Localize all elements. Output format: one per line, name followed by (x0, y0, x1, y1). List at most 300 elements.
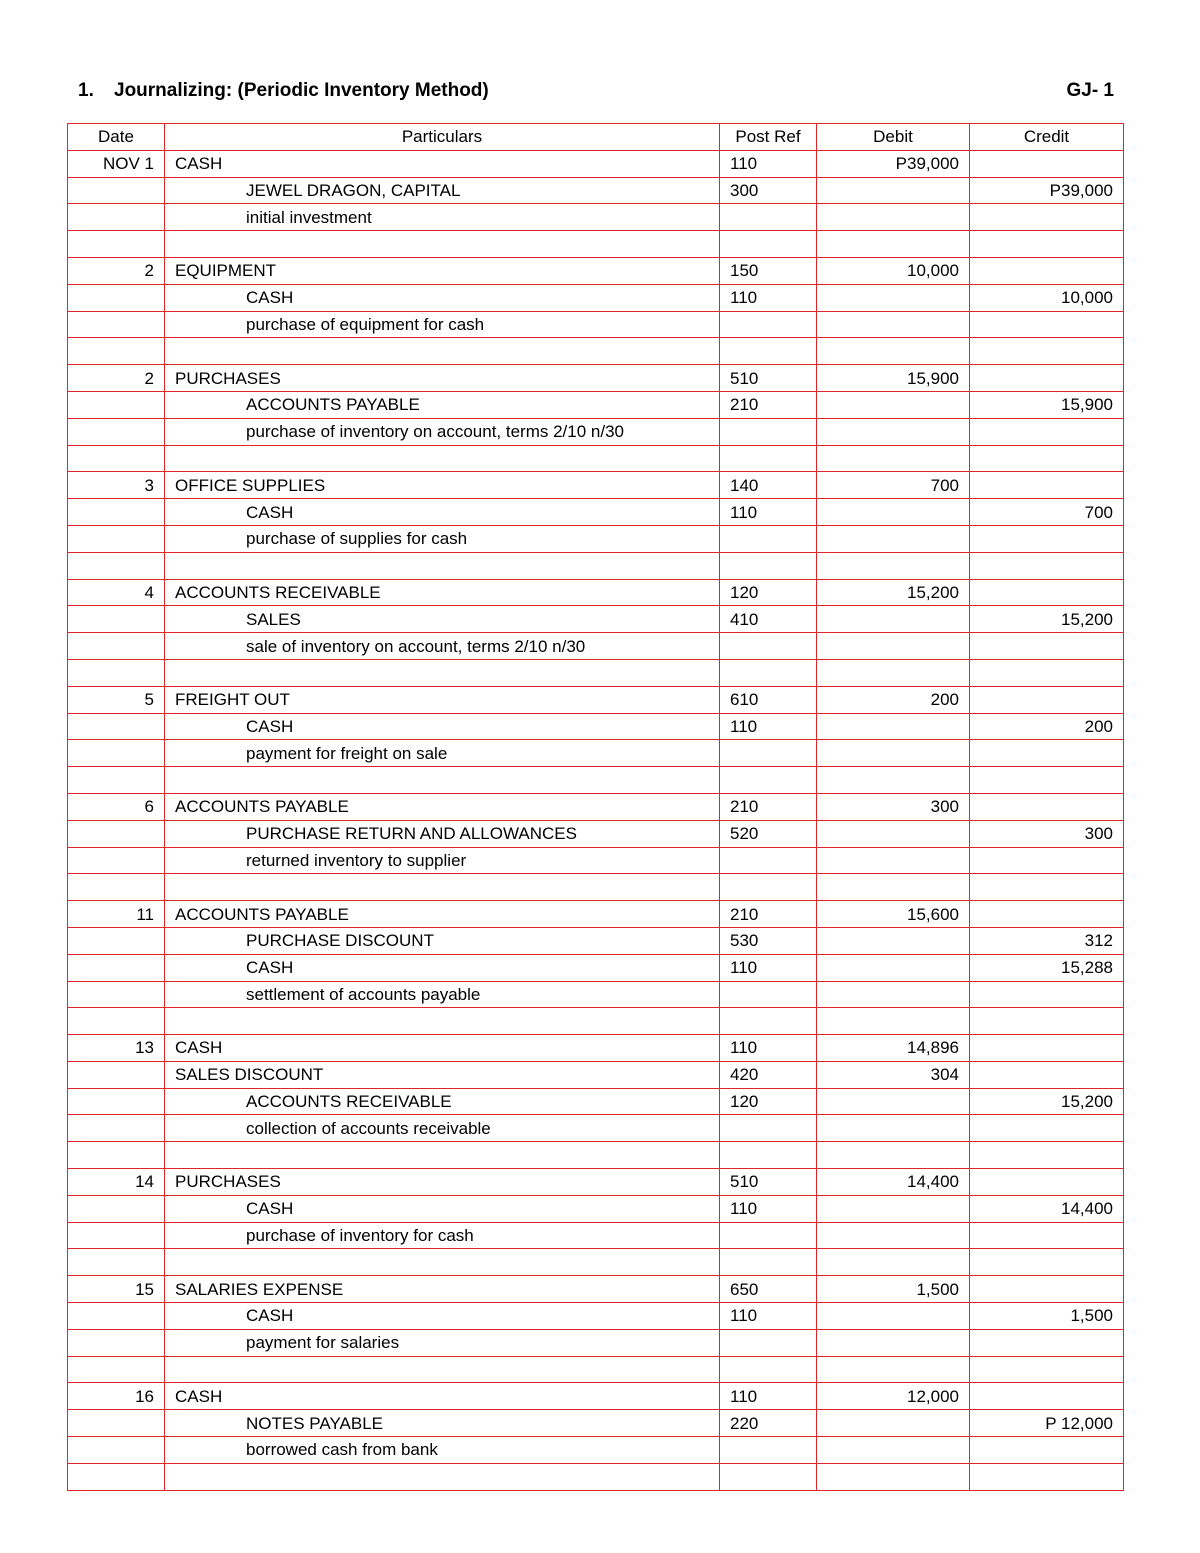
post-ref-cell: 510 (720, 365, 817, 392)
debit-cell: 15,900 (817, 365, 970, 392)
credit-cell (970, 418, 1124, 445)
table-row (68, 1115, 1124, 1142)
credit-cell (970, 1463, 1124, 1490)
post-ref-cell (720, 338, 817, 365)
particulars-cell (165, 659, 720, 686)
debit-cell (817, 1410, 970, 1437)
date-cell (68, 927, 165, 954)
debit-cell (817, 927, 970, 954)
particulars-cell (165, 1356, 720, 1383)
debit-cell (817, 284, 970, 311)
post-ref-cell (720, 552, 817, 579)
post-ref-cell (720, 847, 817, 874)
particulars-cell: CASH (165, 1035, 720, 1062)
table-row (68, 1463, 1124, 1490)
debit-cell (817, 1088, 970, 1115)
date-cell: 14 (68, 1169, 165, 1196)
date-cell (68, 311, 165, 338)
credit-cell: 700 (970, 499, 1124, 526)
post-ref-cell (720, 1142, 817, 1169)
credit-cell (970, 338, 1124, 365)
particulars-cell: PURCHASE RETURN AND ALLOWANCES (165, 820, 720, 847)
particulars-cell: OFFICE SUPPLIES (165, 472, 720, 499)
column-header-particulars: Particulars (165, 124, 720, 151)
table-row (68, 1383, 1124, 1410)
page-reference: GJ- 1 (1066, 80, 1114, 101)
table-row (68, 1249, 1124, 1276)
debit-cell (817, 204, 970, 231)
particulars-cell: CASH (165, 1383, 720, 1410)
post-ref-cell (720, 633, 817, 660)
debit-cell (817, 552, 970, 579)
debit-cell (817, 391, 970, 418)
credit-cell (970, 1222, 1124, 1249)
credit-cell (970, 1329, 1124, 1356)
credit-cell (970, 901, 1124, 928)
table-row (68, 472, 1124, 499)
particulars-cell (165, 1249, 720, 1276)
table-row (68, 418, 1124, 445)
date-cell (68, 1195, 165, 1222)
post-ref-cell: 300 (720, 177, 817, 204)
date-cell (68, 1329, 165, 1356)
date-cell (68, 713, 165, 740)
table-row (68, 391, 1124, 418)
credit-cell (970, 150, 1124, 177)
date-cell (68, 981, 165, 1008)
credit-cell (970, 659, 1124, 686)
credit-cell (970, 1249, 1124, 1276)
table-row (68, 257, 1124, 284)
post-ref-cell (720, 418, 817, 445)
particulars-cell: CASH (165, 1195, 720, 1222)
post-ref-cell: 140 (720, 472, 817, 499)
post-ref-cell (720, 740, 817, 767)
table-row (68, 525, 1124, 552)
date-cell: 15 (68, 1276, 165, 1303)
credit-cell: 300 (970, 820, 1124, 847)
date-cell (68, 874, 165, 901)
table-row (68, 204, 1124, 231)
date-cell (68, 177, 165, 204)
date-cell: 6 (68, 793, 165, 820)
credit-cell: 15,200 (970, 606, 1124, 633)
date-cell: NOV 1 (68, 150, 165, 177)
particulars-cell: collection of accounts receivable (165, 1115, 720, 1142)
particulars-cell (165, 1142, 720, 1169)
table-row (68, 1222, 1124, 1249)
journal-rows (68, 150, 1124, 1490)
credit-cell (970, 311, 1124, 338)
post-ref-cell: 210 (720, 901, 817, 928)
general-journal-table (67, 123, 1124, 1491)
particulars-cell: SALES DISCOUNT (165, 1061, 720, 1088)
credit-cell: 312 (970, 927, 1124, 954)
table-row (68, 793, 1124, 820)
date-cell (68, 552, 165, 579)
date-cell (68, 659, 165, 686)
post-ref-cell: 420 (720, 1061, 817, 1088)
table-row (68, 954, 1124, 981)
particulars-cell: ACCOUNTS RECEIVABLE (165, 579, 720, 606)
date-cell (68, 1463, 165, 1490)
column-header-post-ref: Post Ref (720, 124, 817, 151)
table-row (68, 1035, 1124, 1062)
table-row (68, 659, 1124, 686)
table-row (68, 579, 1124, 606)
particulars-cell: CASH (165, 499, 720, 526)
post-ref-cell: 110 (720, 1383, 817, 1410)
particulars-cell: payment for freight on sale (165, 740, 720, 767)
credit-cell (970, 633, 1124, 660)
credit-cell (970, 579, 1124, 606)
debit-cell (817, 847, 970, 874)
post-ref-cell (720, 981, 817, 1008)
table-row (68, 767, 1124, 794)
table-row (68, 686, 1124, 713)
particulars-cell: PURCHASES (165, 1169, 720, 1196)
particulars-cell: purchase of supplies for cash (165, 525, 720, 552)
debit-cell (817, 874, 970, 901)
particulars-cell: SALES (165, 606, 720, 633)
particulars-cell (165, 445, 720, 472)
post-ref-cell: 210 (720, 391, 817, 418)
post-ref-cell: 110 (720, 284, 817, 311)
debit-cell: P39,000 (817, 150, 970, 177)
date-cell (68, 1142, 165, 1169)
table-row (68, 1169, 1124, 1196)
post-ref-cell: 110 (720, 1303, 817, 1330)
table-header-row (68, 124, 1124, 151)
debit-cell (817, 1222, 970, 1249)
debit-cell (817, 740, 970, 767)
date-cell (68, 954, 165, 981)
debit-cell: 12,000 (817, 1383, 970, 1410)
date-cell (68, 284, 165, 311)
post-ref-cell: 110 (720, 954, 817, 981)
post-ref-cell: 150 (720, 257, 817, 284)
debit-cell (817, 1249, 970, 1276)
post-ref-cell: 110 (720, 1035, 817, 1062)
debit-cell: 14,896 (817, 1035, 970, 1062)
debit-cell: 200 (817, 686, 970, 713)
date-cell (68, 1249, 165, 1276)
post-ref-cell: 110 (720, 1195, 817, 1222)
debit-cell (817, 1437, 970, 1464)
debit-cell (817, 177, 970, 204)
date-cell (68, 820, 165, 847)
post-ref-cell (720, 874, 817, 901)
post-ref-cell: 610 (720, 686, 817, 713)
table-row (68, 1410, 1124, 1437)
debit-cell (817, 525, 970, 552)
particulars-cell: payment for salaries (165, 1329, 720, 1356)
particulars-cell (165, 552, 720, 579)
credit-cell (970, 257, 1124, 284)
debit-cell (817, 1356, 970, 1383)
post-ref-cell (720, 525, 817, 552)
date-cell (68, 1061, 165, 1088)
credit-cell (970, 981, 1124, 1008)
post-ref-cell: 650 (720, 1276, 817, 1303)
post-ref-cell (720, 1008, 817, 1035)
table-row (68, 231, 1124, 258)
table-row (68, 927, 1124, 954)
post-ref-cell (720, 445, 817, 472)
particulars-cell: ACCOUNTS PAYABLE (165, 793, 720, 820)
credit-cell (970, 1142, 1124, 1169)
date-cell (68, 847, 165, 874)
debit-cell: 15,600 (817, 901, 970, 928)
table-row (68, 820, 1124, 847)
credit-cell (970, 847, 1124, 874)
particulars-cell: JEWEL DRAGON, CAPITAL (165, 177, 720, 204)
debit-cell: 304 (817, 1061, 970, 1088)
table-row (68, 901, 1124, 928)
date-cell (68, 633, 165, 660)
date-cell (68, 1222, 165, 1249)
particulars-cell: PURCHASES (165, 365, 720, 392)
debit-cell: 1,500 (817, 1276, 970, 1303)
credit-cell (970, 1061, 1124, 1088)
date-cell: 4 (68, 579, 165, 606)
table-row (68, 1437, 1124, 1464)
particulars-cell: ACCOUNTS RECEIVABLE (165, 1088, 720, 1115)
particulars-cell: CASH (165, 1303, 720, 1330)
post-ref-cell: 120 (720, 1088, 817, 1115)
post-ref-cell: 110 (720, 713, 817, 740)
particulars-cell: CASH (165, 713, 720, 740)
debit-cell: 14,400 (817, 1169, 970, 1196)
page-title: Journalizing: (Periodic Inventory Method) (114, 80, 489, 101)
particulars-cell: borrowed cash from bank (165, 1437, 720, 1464)
credit-cell: 15,200 (970, 1088, 1124, 1115)
date-cell (68, 231, 165, 258)
debit-cell (817, 1115, 970, 1142)
table-row (68, 499, 1124, 526)
credit-cell (970, 204, 1124, 231)
debit-cell: 15,200 (817, 579, 970, 606)
table-row (68, 713, 1124, 740)
credit-cell: 15,288 (970, 954, 1124, 981)
debit-cell (817, 1142, 970, 1169)
debit-cell: 300 (817, 793, 970, 820)
credit-cell (970, 231, 1124, 258)
table-row (68, 847, 1124, 874)
table-row (68, 1276, 1124, 1303)
column-header-debit: Debit (817, 124, 970, 151)
post-ref-cell: 530 (720, 927, 817, 954)
date-cell (68, 391, 165, 418)
table-row (68, 177, 1124, 204)
table-row (68, 1356, 1124, 1383)
post-ref-cell: 120 (720, 579, 817, 606)
particulars-cell: initial investment (165, 204, 720, 231)
credit-cell (970, 525, 1124, 552)
debit-cell (817, 231, 970, 258)
post-ref-cell: 220 (720, 1410, 817, 1437)
credit-cell (970, 445, 1124, 472)
table-row (68, 338, 1124, 365)
table-row (68, 981, 1124, 1008)
date-cell (68, 1410, 165, 1437)
particulars-cell: FREIGHT OUT (165, 686, 720, 713)
table-row (68, 740, 1124, 767)
credit-cell (970, 1115, 1124, 1142)
credit-cell (970, 1437, 1124, 1464)
debit-cell (817, 633, 970, 660)
credit-cell (970, 552, 1124, 579)
debit-cell: 700 (817, 472, 970, 499)
credit-cell (970, 1276, 1124, 1303)
credit-cell (970, 793, 1124, 820)
post-ref-cell (720, 1222, 817, 1249)
credit-cell (970, 740, 1124, 767)
credit-cell: 1,500 (970, 1303, 1124, 1330)
post-ref-cell (720, 1463, 817, 1490)
credit-cell: 10,000 (970, 284, 1124, 311)
table-row (68, 552, 1124, 579)
debit-cell (817, 1463, 970, 1490)
table-row (68, 445, 1124, 472)
debit-cell (817, 659, 970, 686)
post-ref-cell (720, 1115, 817, 1142)
debit-cell (817, 499, 970, 526)
date-cell: 11 (68, 901, 165, 928)
post-ref-cell (720, 1329, 817, 1356)
debit-cell (817, 767, 970, 794)
table-row (68, 1195, 1124, 1222)
particulars-cell (165, 1463, 720, 1490)
post-ref-cell: 210 (720, 793, 817, 820)
post-ref-cell (720, 1249, 817, 1276)
debit-cell (817, 606, 970, 633)
particulars-cell (165, 231, 720, 258)
date-cell: 13 (68, 1035, 165, 1062)
particulars-cell: CASH (165, 284, 720, 311)
date-cell (68, 767, 165, 794)
particulars-cell: CASH (165, 954, 720, 981)
particulars-cell (165, 874, 720, 901)
date-cell (68, 1115, 165, 1142)
particulars-cell: CASH (165, 150, 720, 177)
table-row (68, 874, 1124, 901)
particulars-cell: PURCHASE DISCOUNT (165, 927, 720, 954)
post-ref-cell: 110 (720, 499, 817, 526)
particulars-cell: ACCOUNTS PAYABLE (165, 391, 720, 418)
date-cell (68, 418, 165, 445)
post-ref-cell: 510 (720, 1169, 817, 1196)
credit-cell (970, 767, 1124, 794)
debit-cell (817, 418, 970, 445)
credit-cell: P39,000 (970, 177, 1124, 204)
table-row (68, 311, 1124, 338)
date-cell: 5 (68, 686, 165, 713)
table-row (68, 365, 1124, 392)
particulars-cell: sale of inventory on account, terms 2/10 n/30 (165, 633, 720, 660)
credit-cell (970, 1035, 1124, 1062)
debit-cell (817, 820, 970, 847)
post-ref-cell (720, 311, 817, 338)
credit-cell (970, 1383, 1124, 1410)
table-row (68, 606, 1124, 633)
particulars-cell (165, 767, 720, 794)
date-cell: 16 (68, 1383, 165, 1410)
particulars-cell (165, 1008, 720, 1035)
table-row (68, 1088, 1124, 1115)
post-ref-cell (720, 1437, 817, 1464)
debit-cell (817, 1303, 970, 1330)
date-cell (68, 1303, 165, 1330)
particulars-cell: settlement of accounts payable (165, 981, 720, 1008)
date-cell (68, 1356, 165, 1383)
debit-cell (817, 311, 970, 338)
particulars-cell: returned inventory to supplier (165, 847, 720, 874)
date-cell (68, 1088, 165, 1115)
debit-cell (817, 1008, 970, 1035)
post-ref-cell (720, 659, 817, 686)
particulars-cell: purchase of inventory on account, terms 2/10 n/30 (165, 418, 720, 445)
credit-cell: 14,400 (970, 1195, 1124, 1222)
credit-cell: 200 (970, 713, 1124, 740)
column-header-date: Date (68, 124, 165, 151)
credit-cell (970, 1169, 1124, 1196)
date-cell (68, 525, 165, 552)
date-cell (68, 204, 165, 231)
table-row (68, 1061, 1124, 1088)
debit-cell (817, 954, 970, 981)
particulars-cell (165, 338, 720, 365)
credit-cell (970, 1008, 1124, 1035)
debit-cell (817, 1329, 970, 1356)
credit-cell: 15,900 (970, 391, 1124, 418)
column-header-credit: Credit (970, 124, 1124, 151)
debit-cell (817, 338, 970, 365)
table-row (68, 1142, 1124, 1169)
particulars-cell: EQUIPMENT (165, 257, 720, 284)
debit-cell (817, 445, 970, 472)
debit-cell: 10,000 (817, 257, 970, 284)
particulars-cell: SALARIES EXPENSE (165, 1276, 720, 1303)
section-number: 1. (78, 80, 94, 101)
post-ref-cell: 110 (720, 150, 817, 177)
table-row (68, 1303, 1124, 1330)
debit-cell (817, 713, 970, 740)
post-ref-cell (720, 767, 817, 794)
particulars-cell: NOTES PAYABLE (165, 1410, 720, 1437)
post-ref-cell (720, 204, 817, 231)
table-row (68, 1329, 1124, 1356)
post-ref-cell: 410 (720, 606, 817, 633)
date-cell: 2 (68, 365, 165, 392)
document-header (78, 80, 1114, 108)
particulars-cell: purchase of inventory for cash (165, 1222, 720, 1249)
credit-cell (970, 686, 1124, 713)
date-cell: 2 (68, 257, 165, 284)
date-cell (68, 1008, 165, 1035)
credit-cell (970, 1356, 1124, 1383)
date-cell (68, 445, 165, 472)
table-row (68, 1008, 1124, 1035)
date-cell (68, 499, 165, 526)
particulars-cell: ACCOUNTS PAYABLE (165, 901, 720, 928)
credit-cell: P 12,000 (970, 1410, 1124, 1437)
debit-cell (817, 1195, 970, 1222)
post-ref-cell: 520 (720, 820, 817, 847)
credit-cell (970, 874, 1124, 901)
debit-cell (817, 981, 970, 1008)
post-ref-cell (720, 1356, 817, 1383)
